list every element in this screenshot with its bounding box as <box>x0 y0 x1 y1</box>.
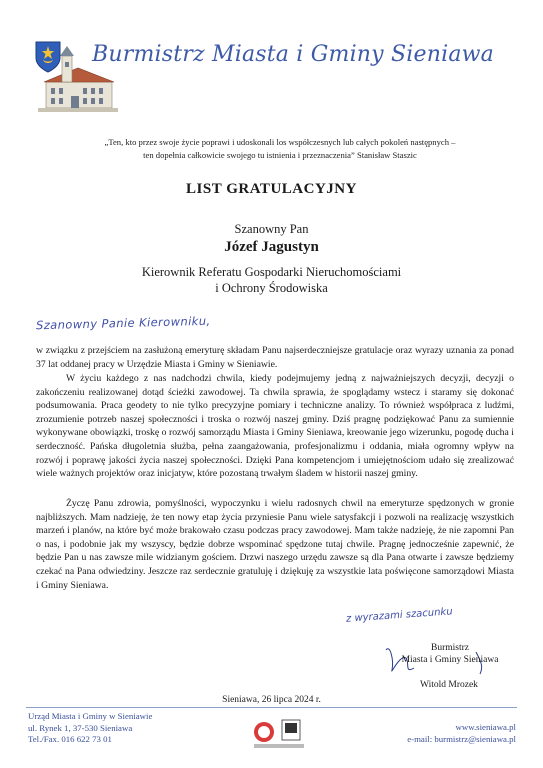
footer-contact <box>28 711 152 746</box>
letter-paragraph-2 <box>36 372 514 481</box>
sign-role-line-1: Burmistrz <box>431 643 469 653</box>
letter-paragraph-1 <box>36 344 514 371</box>
paragraph-1-text: w związku z przejściem na zasłużoną emeryturę składam Panu najserdeczniejsze gratulacje oraz wyrazy uznania za ponad 37 lat oddanej pracy w Urzędzie Miasta i Gminy w Sieniawie. <box>36 345 514 370</box>
quote-line-2: ten dopełnia całkowicie swojego tu istnienia i przeznaczenia” Stanisław Staszic <box>143 150 417 160</box>
document-title: LIST GRATULACYJNY <box>186 181 357 197</box>
footer-email[interactable]: e-mail: burmistrz@sieniawa.pl <box>407 733 516 744</box>
paragraph-3-text: Życzę Panu zdrowia, pomyślności, wypoczynku i wielu radosnych chwil na emeryturze spędzonych w gronie najbliższych. Mam nadzieję, że ten nowy etap życia przyniesie Panu wiele satysfakcji i pozwoli na realizację wszystkich marzeń i planów, na które być może brakowało czasu podczas pracy zawodowej. Mam także nadzieję, że nie zapomni Pan o nas, i podobnie jak my wszyscy, będzie dobrze wspominać spędzone tutaj chwile. Pragnę jednocześnie zapewnić, że będzie Pan u nas zawsze mile widzianym gościem. Drzwi naszego urzędu zawsze są dla Pana otwarte i zawsze będziemy czekać na Pana odwiedziny. Jeszcze raz serdecznie gratuluję i dziękuję za wszystkie lata poświęcone samorządowi Miasta i Gminy Sieniawa. <box>36 498 514 591</box>
footer-website[interactable]: www.sieniawa.pl <box>455 722 516 732</box>
footer-phone: Tel./Fax. 016 622 73 01 <box>28 734 112 744</box>
letter-paragraph-3 <box>36 497 514 592</box>
signer-name: Witold Mrozek <box>420 680 478 690</box>
salutation: Szanowny Pan <box>234 222 309 236</box>
handwritten-closing: z wyrazami szacunku <box>345 606 453 625</box>
recipient-name: Józef Jagustyn <box>224 239 319 255</box>
certification-logo-icon <box>252 712 306 752</box>
footer-web-contact <box>330 722 516 745</box>
recipient-position <box>0 264 543 296</box>
footer-office-name: Urząd Miasta i Gminy w Sieniawie <box>28 711 153 721</box>
place-date: Sieniawa, 26 lipca 2024 r. <box>222 695 321 705</box>
header-title: Burmistrz Miasta i Gminy Sieniawa <box>92 42 494 67</box>
paragraph-2-text: W życiu każdego z nas nadchodzi chwila, kiedy podejmujemy jedną z najważniejszych decyzji, decyzji o zakończeniu realizowanej dotąd ścieżki zawodowej. Ta chwila sprawia, że spoglądamy wstecz i staramy się dokonać podsumowania. Praca geodety to nie tylko precyzyjne pomiary i techniczne analizy. To również współpraca z ludźmi, zrozumienie potrzeb naszej społeczności i troska o rozwój naszej gminy. Dziś pragnę podziękować Panu za sumiennie wykonywane obowiązki, troskę o rozwój samorządu Miasta i Gminy Sieniawa, kreowanie jego wizerunku, pogodę ducha i serdeczność. Pańska długoletnia służba, pełna zaangażowania, profesjonalizmu i oddania, miała ogromny wpływ na rozwój i poprawę jakości życia naszej społeczności. Dzięki Pana kompetencjom i umiejętnościom udało się zrealizować wiele ważnych projektów oraz inicjatyw, które pozostaną trwałym śladem w historii naszej gminy. <box>36 373 514 480</box>
recipient-position-line-2: i Ochrony Środowiska <box>215 281 328 295</box>
signature-block <box>380 642 520 666</box>
staszic-quote <box>50 136 510 162</box>
coat-of-arms-icon <box>34 40 62 74</box>
footer-divider <box>26 707 517 708</box>
handwritten-greeting: Szanowny Panie Kierowniku, <box>35 313 211 333</box>
quote-line-1: „Ten, kto przez swoje życie poprawi i udoskonali los współczesnych lub całych pokoleń następnych – <box>104 137 456 147</box>
recipient-position-line-1: Kierownik Referatu Gospodarki Nieruchomościami <box>141 265 402 279</box>
footer-address: ul. Rynek 1, 37-530 Sieniawa <box>28 722 133 733</box>
sign-role-line-2: Miasta i Gminy Sieniawa <box>401 655 499 665</box>
